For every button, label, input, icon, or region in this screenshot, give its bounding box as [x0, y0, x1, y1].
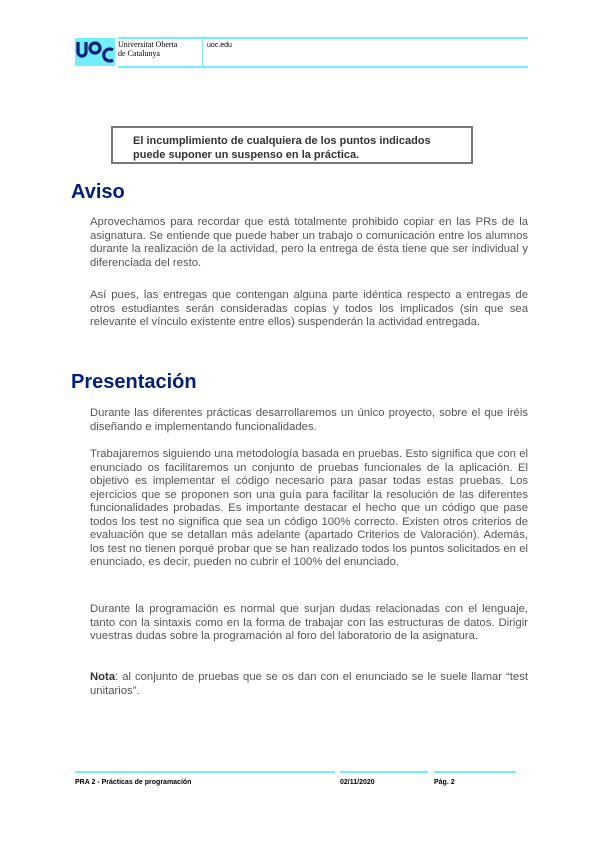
footer-rule-page — [434, 771, 516, 773]
presentacion-paragraph-1: Durante las diferentes prácticas desarrollaremos un único proyecto, sobre el que iréis diseñando e implementando funcionalidades. — [90, 407, 528, 433]
footer-page-number: Pág. 2 — [434, 779, 455, 786]
section-title-presentacion: Presentación — [71, 371, 197, 393]
aviso-paragraph-1: Aprovechamos para recordar que está totalmente prohibido copiar en las PRs de la asignatura. Se entiende que puede haber un trabajo o comunicación entre los alumnos durante la realización de la actividad, pero la entrega de ésta tiene que ser individual y diferenciada del resto. — [90, 216, 528, 269]
footer-rule-title — [75, 771, 335, 773]
presentacion-paragraph-2: Trabajaremos siguiendo una metodología basada en pruebas. Esto significa que con el enunciado os facilitaremos un conjunto de pruebas funcionales de la aplicación. El objetivo es implementar el código necesario para pasar todas estas pruebas. Los ejercicios que se proponen son una guía para facilitar la resolución de las diferentes funcionalidades probadas. Es importante destacar el hecho que un código que pase todos los test no significa que sea un código 100% correcto. Existen otros criterios de evaluación que se detallan más adelante (apartado Criterios de Valoración). Además, los test no tienen porqué probar que se han realizado todos los puntos solicitados en el enunciado, es decir, pueden no cubrir el 100% del enunciado. — [90, 448, 528, 568]
warning-line-2: puede suponer un suspenso en la práctica. — [133, 149, 360, 161]
warning-text — [133, 134, 463, 162]
page-header — [0, 0, 600, 80]
section-title-aviso: Aviso — [71, 181, 125, 203]
footer-rule-date — [340, 771, 428, 773]
presentacion-paragraph-3: Durante la programación es normal que surjan dudas relacionadas con el lenguaje, tanto con la sintaxis como en la forma de trabajar con las estructuras de datos. Dirigir vuestras dudas sobre la programación al foro del laboratorio de la asignatura. — [90, 603, 528, 642]
uoc-logo — [75, 38, 115, 66]
header-rule-top — [118, 37, 528, 39]
footer-document-title: PRA 2 - Prácticas de programación — [75, 779, 192, 786]
footer-date: 02/11/2020 — [340, 779, 375, 786]
header-website: uoc.edu — [207, 42, 232, 49]
university-name-line2: de Catalunya — [118, 49, 160, 58]
note-text: : al conjunto de pruebas que se os dan con el enunciado se le suele llamar “test unitarios”. — [90, 671, 528, 697]
warning-box — [111, 126, 473, 164]
university-name — [118, 40, 177, 58]
header-separator — [202, 40, 203, 66]
note-paragraph — [90, 671, 528, 698]
header-rule-bottom — [118, 66, 528, 68]
warning-line-1: El incumplimiento de cualquiera de los puntos indicados — [133, 135, 431, 147]
university-name-line1: Universitat Oberta — [118, 40, 178, 49]
aviso-paragraph-2: Así pues, las entregas que contengan alguna parte idéntica respecto a entregas de otros estudiantes serán consideradas copias y todos los implicados (sin que sea relevante el vínculo existente entre ellos) suspenderán la actividad entregada. — [90, 289, 528, 328]
note-label: Nota — [90, 671, 116, 683]
